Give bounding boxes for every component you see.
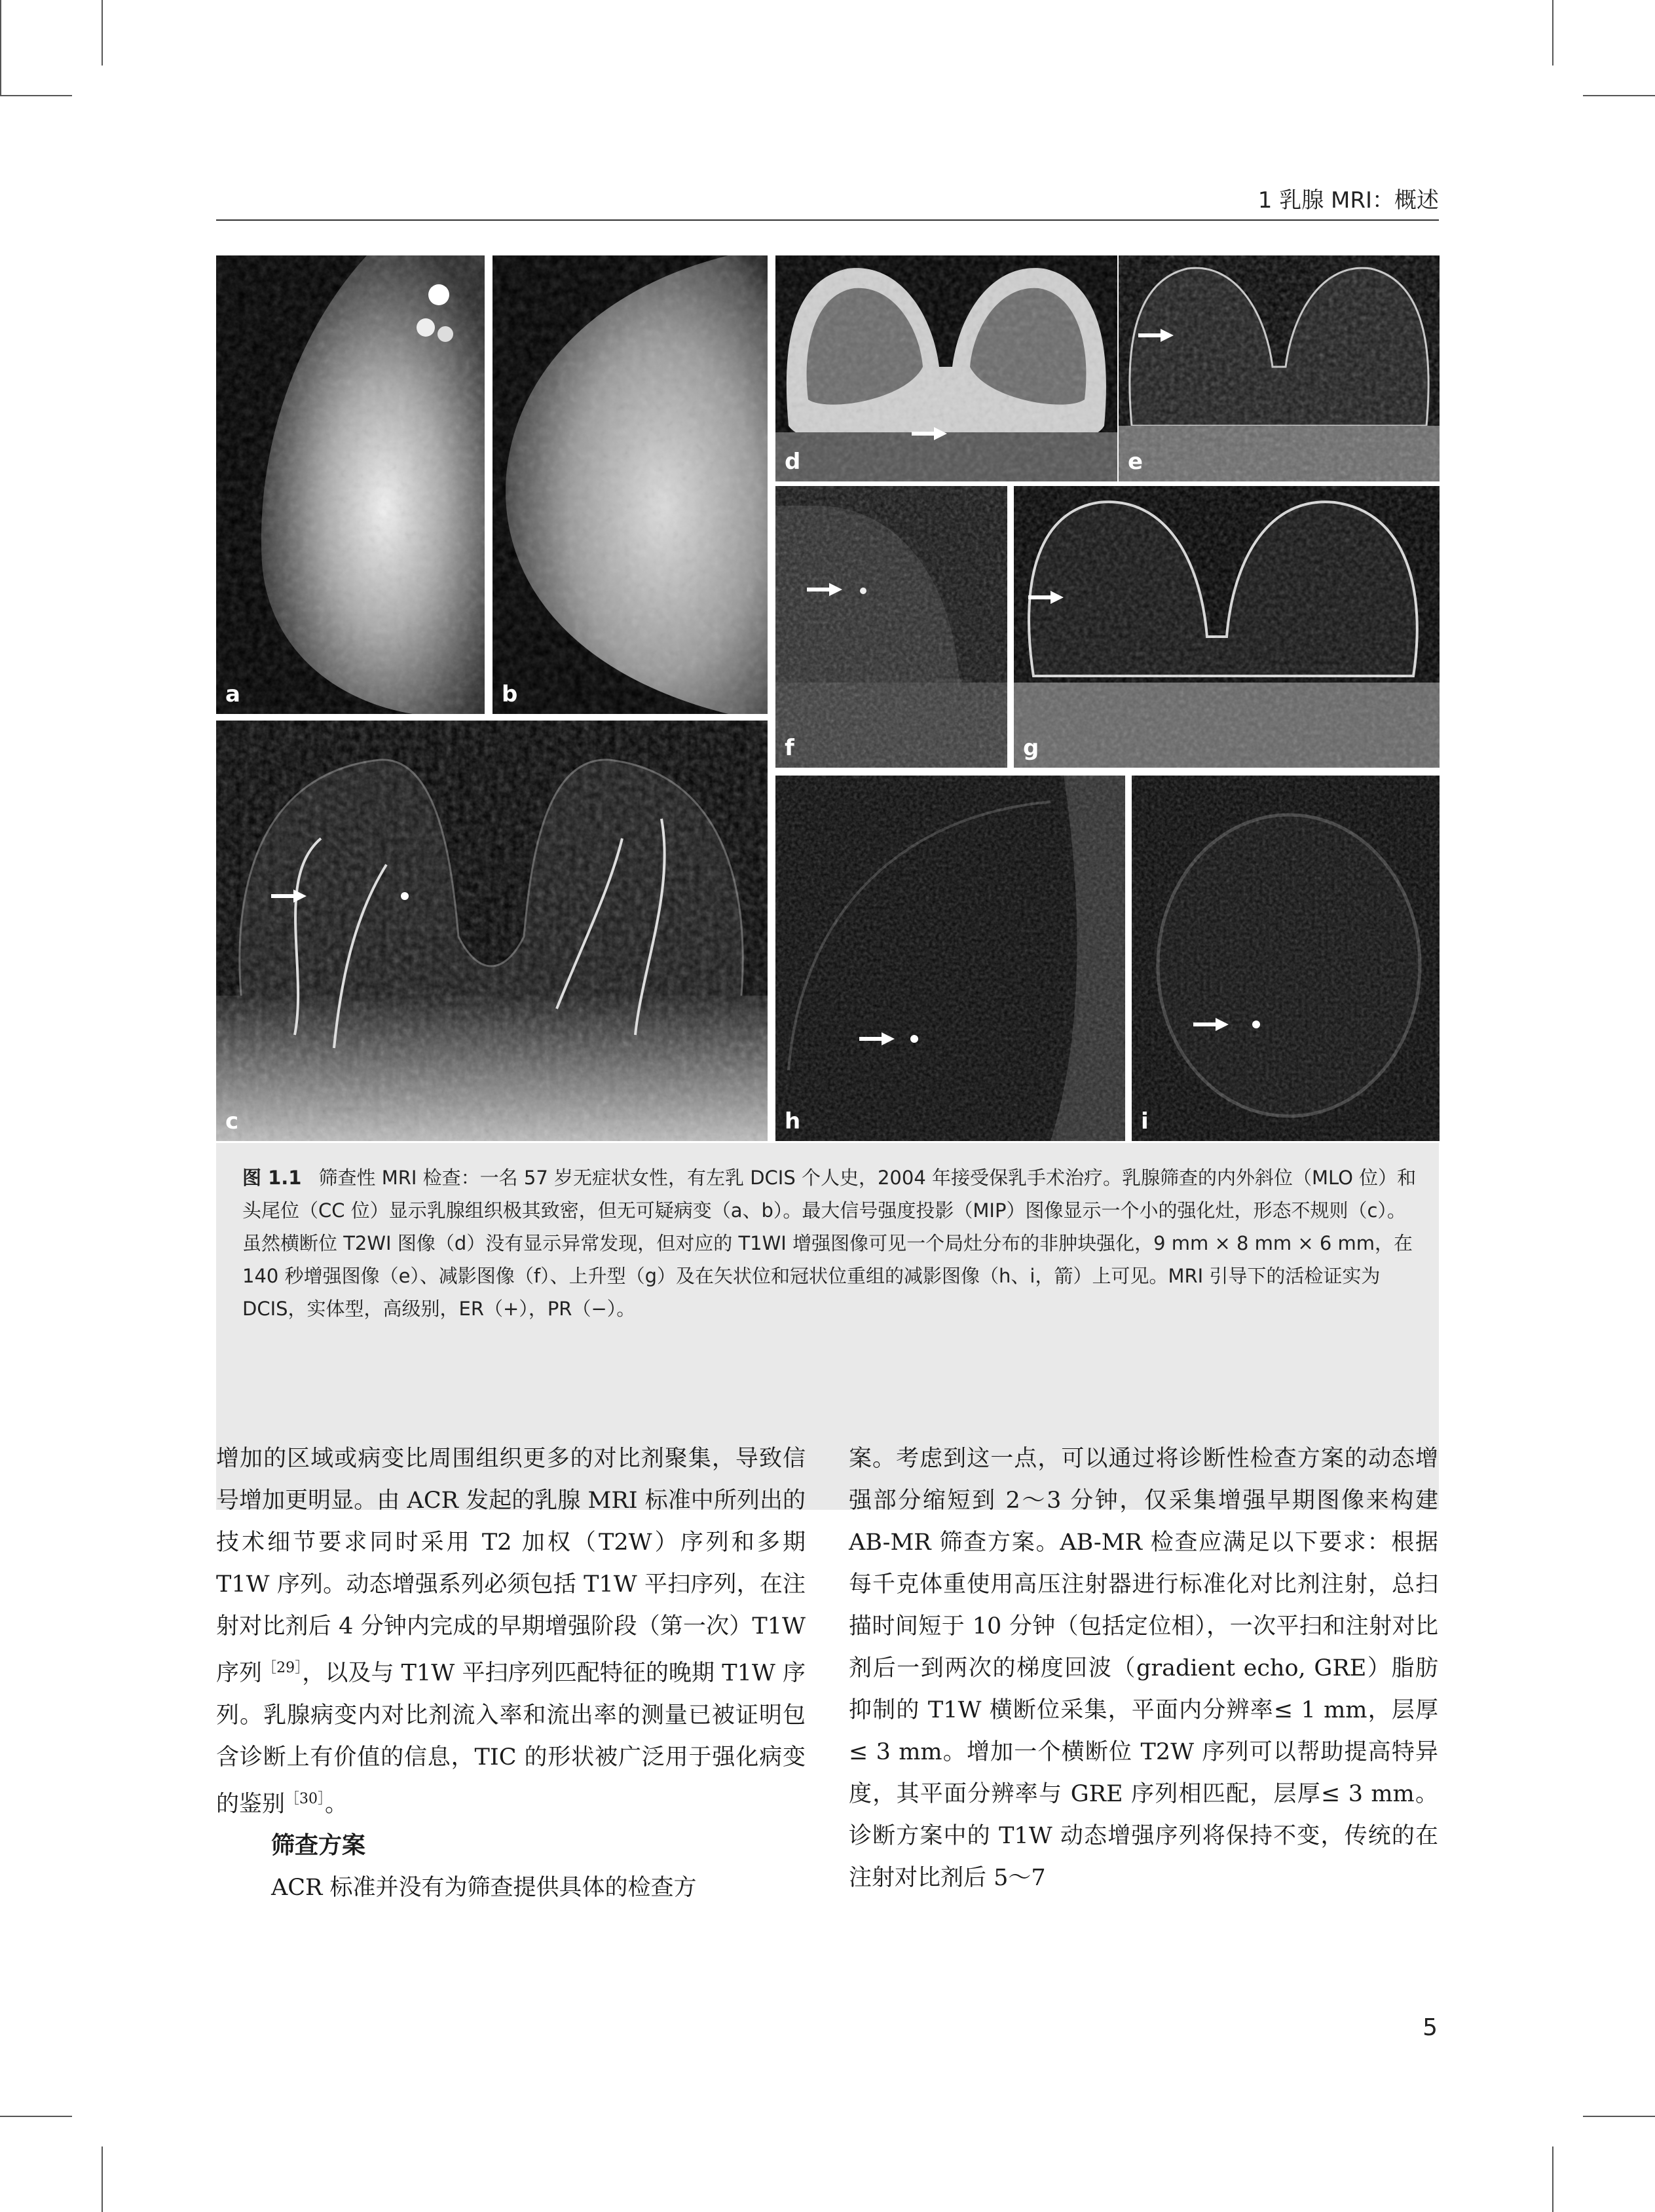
panel-label: c	[225, 1108, 239, 1134]
paragraph-text: 增加的区域或病变比周围组织更多的对比剂聚集，导致信号增加更明显。由 ACR 发起的乳腺 MRI 标准中所列出的技术细节要求同时采用 T2 加权（T2W）序列和多期 T1W 序列。动态增强系列必须包括 T1W 平扫序列，在注射对比剂后 4 分钟内完成的早期增强阶段（第一次）T1W 序列	[216, 1446, 806, 1687]
reference-mark: ［29］	[262, 1660, 303, 1676]
arrow-icon	[1028, 591, 1064, 604]
panel-label: e	[1128, 449, 1144, 475]
crop-mark	[1583, 95, 1655, 96]
mri-kinetic-map-image	[1014, 486, 1440, 768]
arrow-icon	[912, 427, 947, 440]
crop-mark	[1583, 2116, 1655, 2117]
crop-mark	[102, 2146, 103, 2212]
arrow-icon	[859, 1032, 895, 1045]
section-heading: 筛查方案	[271, 1832, 366, 1860]
page-number: 5	[1423, 2014, 1438, 2041]
figure-panel-d	[775, 255, 1117, 481]
panel-label: f	[785, 735, 794, 761]
crop-mark	[0, 2116, 72, 2117]
panel-label: h	[785, 1108, 801, 1134]
figure-panel-f	[775, 486, 1007, 768]
figure-panel-c	[216, 721, 768, 1141]
running-title: 1 乳腺 MRI：概述	[1257, 187, 1439, 214]
caption-label: 图 1.1	[242, 1167, 302, 1189]
body-column-right	[849, 1438, 1438, 1899]
arrow-icon	[807, 583, 842, 596]
figure-panel-e	[1119, 255, 1440, 481]
figure-panel-i	[1132, 776, 1440, 1141]
figure-panel-a	[216, 255, 485, 714]
header-rule	[216, 219, 1439, 221]
mri-subtraction-image	[775, 486, 1007, 768]
crop-mark	[102, 0, 103, 66]
paragraph: 案。考虑到这一点，可以通过将诊断性检查方案的动态增强部分缩短到 2～3 分钟，仅采集增强早期图像来构建 AB-MR 筛查方案。AB-MR 检查应满足以下要求：根据每千克体重使用高压注射器进行标准化对比剂注射，总扫描时间短于 10 分钟（包括定位相），一次平扫和注射对比剂后一到两次的梯度回波（gradient echo, GRE）脂肪抑制的 T1W 横断位采集，平面内分辨率≤ 1 mm，层厚≤ 3 mm。增加一个横断位 T2W 序列可以帮助提高特异度，其平面分辨率与 GRE 序列相匹配，层厚≤ 3 mm。诊断方案中的 T1W 动态增强序列将保持不变，传统的在注射对比剂后 5～7	[849, 1446, 1438, 1891]
mri-coronal-subtraction-image	[1132, 776, 1440, 1141]
panel-label: i	[1141, 1108, 1149, 1134]
crop-mark	[1552, 2146, 1553, 2212]
mammogram-mlo-image	[216, 255, 485, 714]
panel-label: b	[502, 681, 518, 707]
arrow-icon	[1138, 329, 1174, 342]
panel-label: g	[1023, 735, 1039, 761]
paragraph: ACR 标准并没有为筛查提供具体的检查方	[271, 1875, 697, 1902]
mri-sagittal-subtraction-image	[775, 776, 1125, 1141]
caption-text: 筛查性 MRI 检查：一名 57 岁无症状女性，有左乳 DCIS 个人史，2004 年接受保乳手术治疗。乳腺筛查的内外斜位（MLO 位）和头尾位（CC 位）显示乳腺组织极其致密，但无可疑病变（a、b）。最大信号强度投影（MIP）图像显示一个小的强化灶，形态不规则（c）。虽然横断位 T2WI 图像（d）没有显示异常发现，但对应的 T1WI 增强图像可见一个局灶分布的非肿块强化，9 mm × 8 mm × 6 mm，在 140 秒增强图像（e）、减影图像（f）、上升型（g）及在矢状位和冠状位重组的减影图像（h、i，箭）上可见。MRI 引导下的活检证实为 DCIS，实体型，高级别，ER（+），PR（−）。	[242, 1167, 1417, 1320]
body-column-left	[216, 1438, 806, 1909]
figure-panel-g	[1014, 486, 1440, 768]
panel-label: a	[225, 681, 240, 707]
arrow-icon	[1193, 1018, 1229, 1031]
panel-label: d	[785, 449, 801, 475]
figure-panel-b	[493, 255, 768, 714]
mammogram-cc-image	[493, 255, 768, 714]
mri-t2wi-image	[775, 255, 1117, 481]
paragraph	[216, 1438, 806, 1825]
paragraph-text: 。	[325, 1791, 348, 1818]
figure-panel-h	[775, 776, 1125, 1141]
reference-mark: ［30］	[285, 1790, 325, 1807]
paragraph-text: ，以及与 T1W 平扫序列匹配特征的晚期 T1W 序列。乳腺病变内对比剂流入率和流出率的测量已被证明包含诊断上有价值的信息，TIC 的形状被广泛用于强化病变的鉴别	[216, 1660, 806, 1818]
crop-mark	[1552, 0, 1553, 66]
arrow-icon	[271, 890, 307, 903]
mri-t1w-enhanced-image	[1119, 255, 1440, 481]
mri-mip-image	[216, 721, 768, 1141]
crop-mark	[0, 0, 1, 95]
crop-mark	[0, 95, 72, 96]
